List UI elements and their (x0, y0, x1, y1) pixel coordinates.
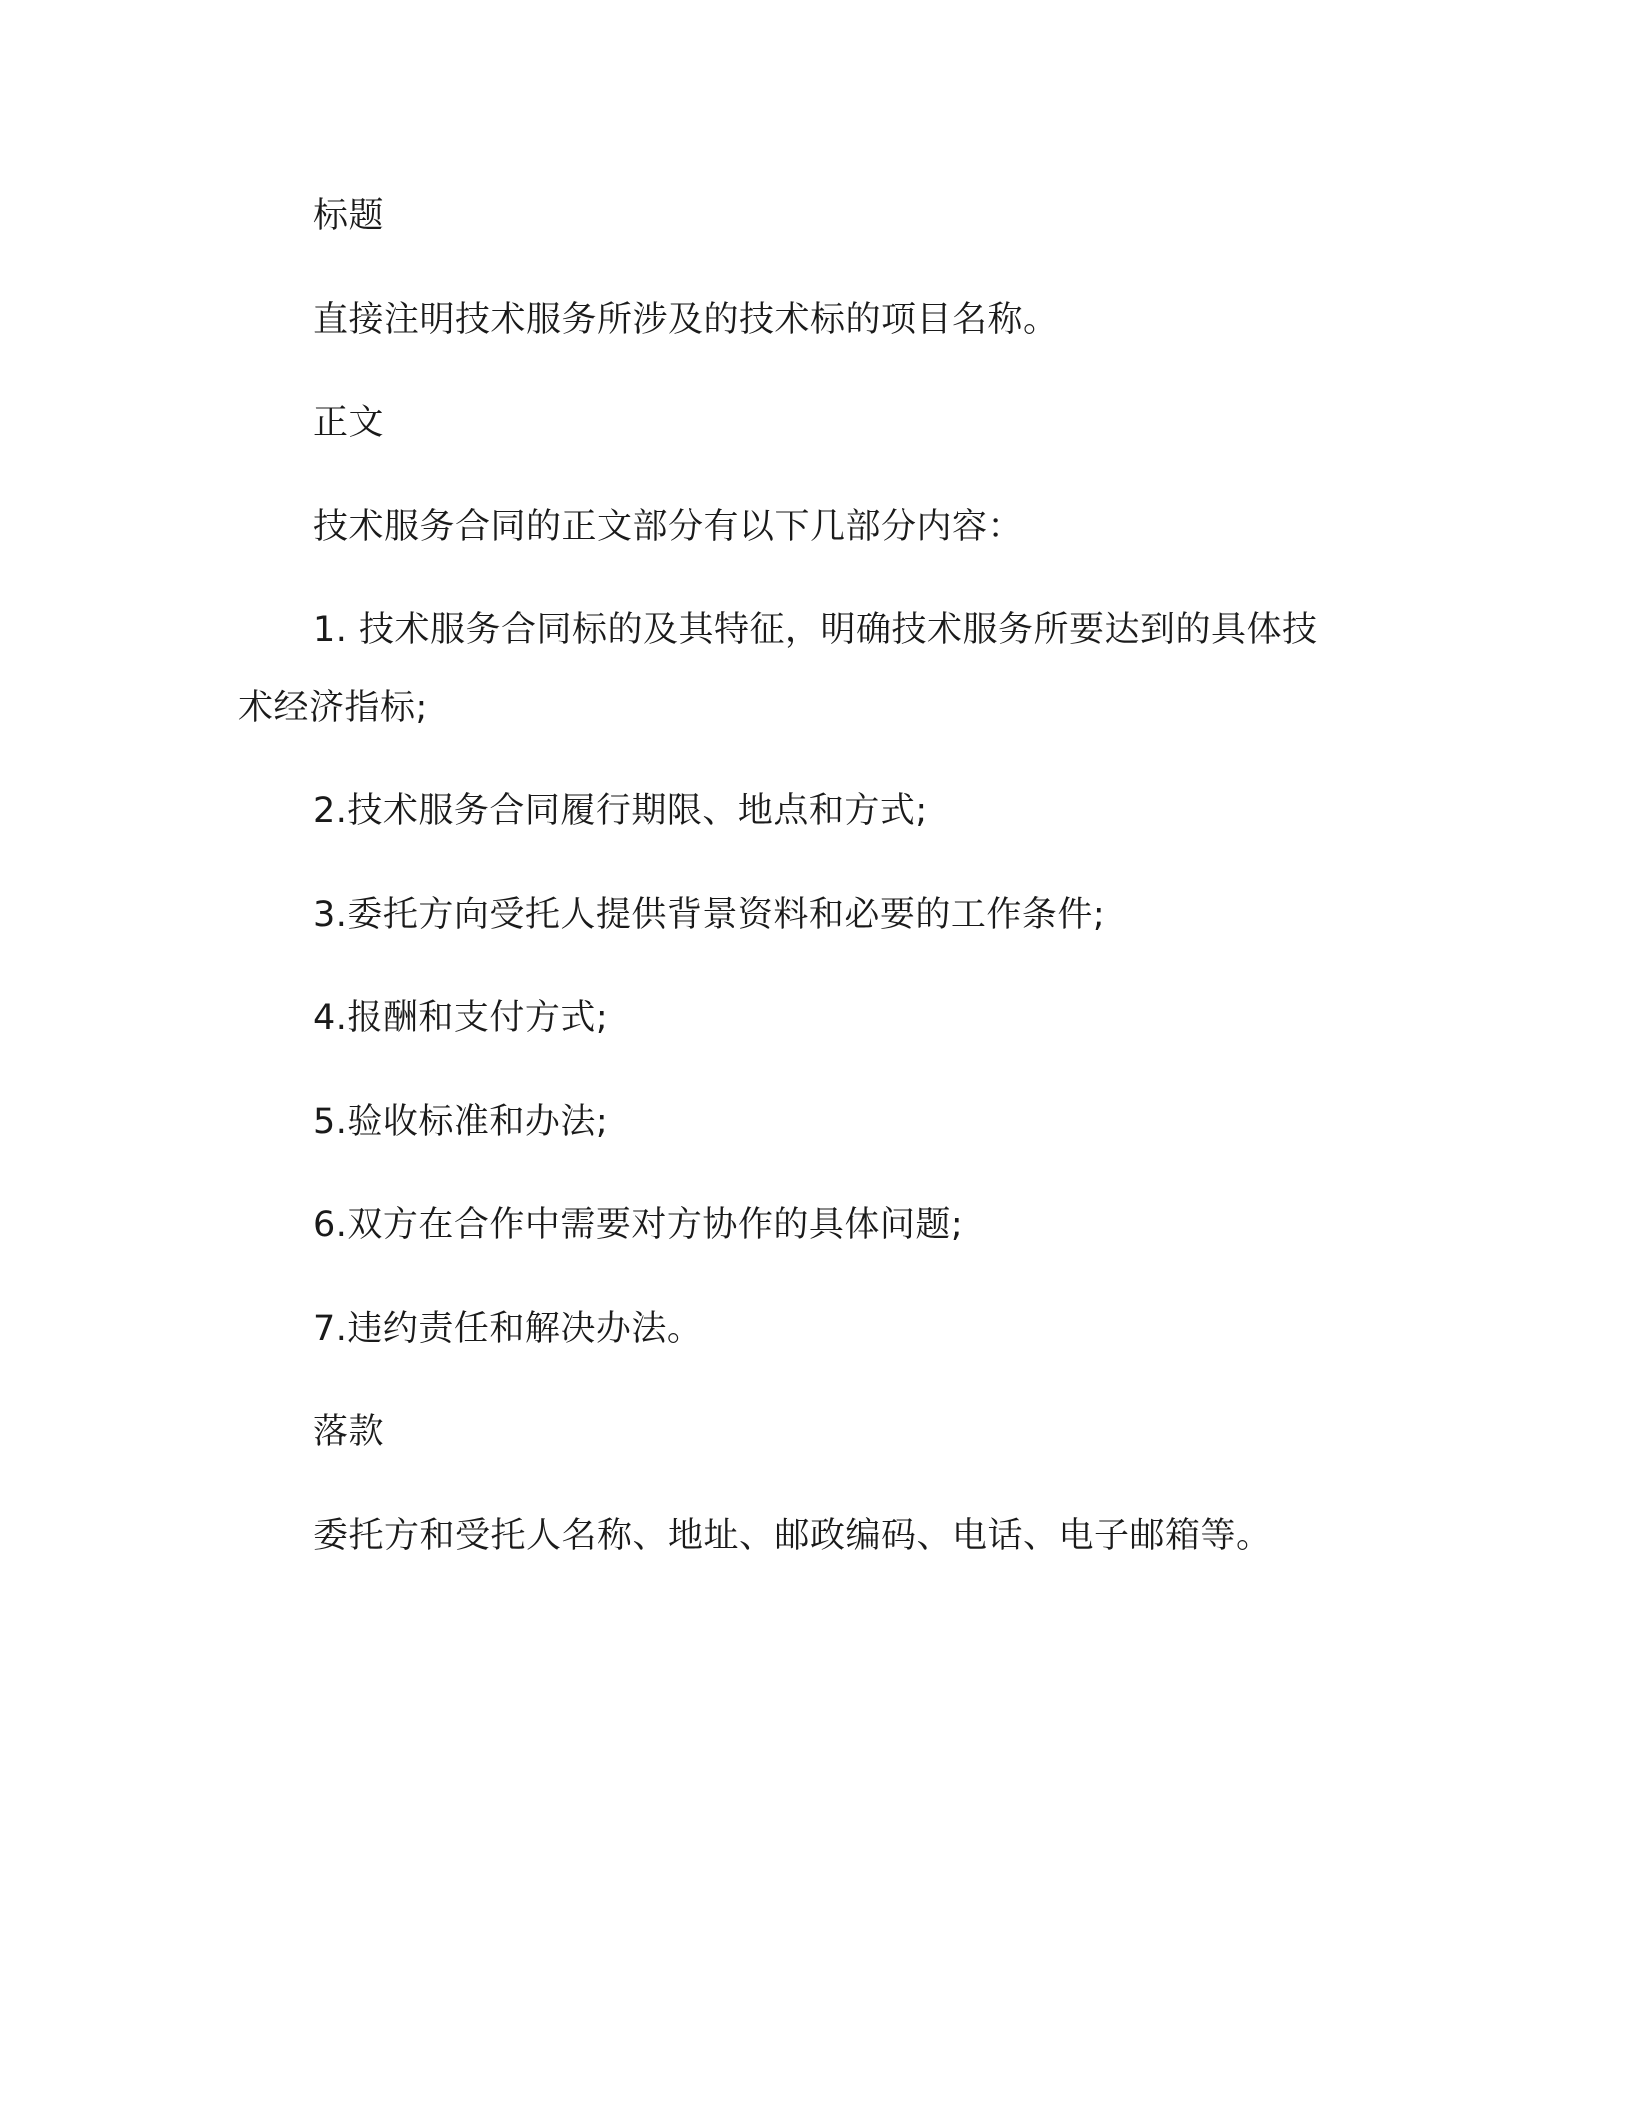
list-item-1-continuation: 术经济指标; (238, 688, 428, 728)
list-item-5: 5.验收标准和办法; (313, 1102, 609, 1142)
body-intro: 技术服务合同的正文部分有以下几部分内容： (313, 507, 1024, 547)
list-item-4: 4.报酬和支付方式; (313, 998, 609, 1038)
title-description: 直接注明技术服务所涉及的技术标的项目名称。 (313, 300, 1059, 340)
list-item-2: 2.技术服务合同履行期限、地点和方式; (313, 791, 928, 831)
list-item-3: 3.委托方向受托人提供背景资料和必要的工作条件; (313, 895, 1106, 935)
section-heading-signature: 落款 (313, 1412, 385, 1452)
section-heading-title: 标题 (313, 196, 385, 236)
list-item-6: 6.双方在合作中需要对方协作的具体问题; (313, 1205, 964, 1245)
section-heading-body: 正文 (313, 403, 385, 443)
signature-description: 委托方和受托人名称、地址、邮政编码、电话、电子邮箱等。 (313, 1516, 1272, 1556)
list-item-7: 7.违约责任和解决办法。 (313, 1309, 703, 1349)
list-item-1: 1. 技术服务合同标的及其特征，明确技术服务所要达到的具体技 (313, 610, 1318, 650)
